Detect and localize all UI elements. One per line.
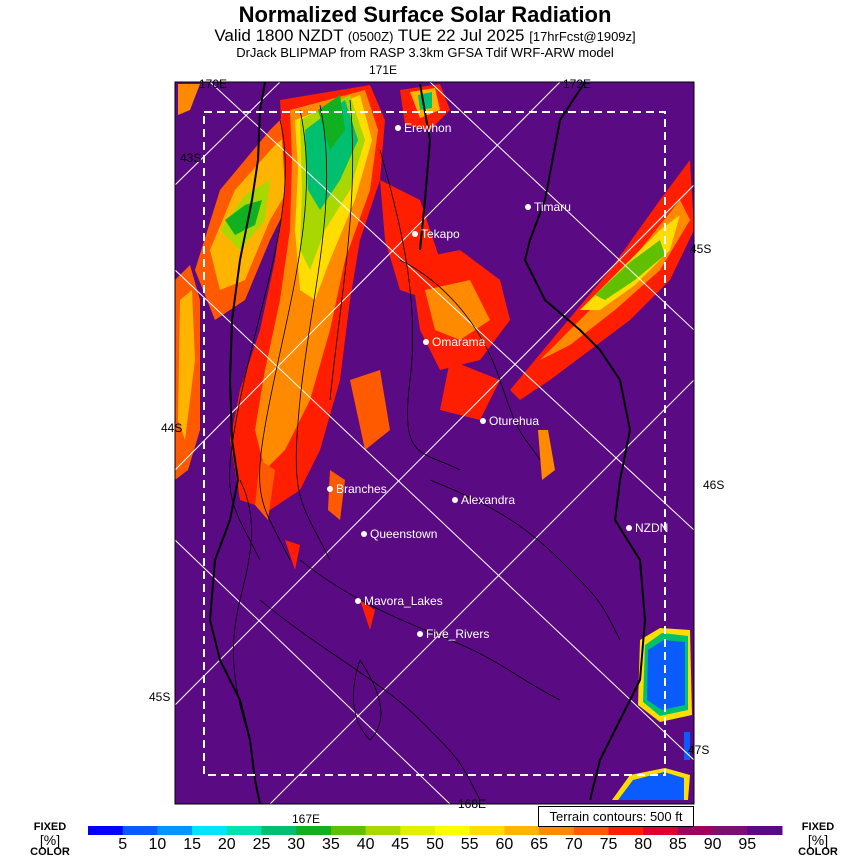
legend-swatch — [157, 826, 192, 835]
lat-label-right-45s: 45S — [690, 242, 712, 256]
city-label: Queenstown — [370, 527, 438, 541]
legend-tick-label: 25 — [252, 836, 271, 853]
city-dot — [355, 598, 361, 604]
legend-tick-label: 10 — [148, 836, 167, 853]
lat-label-left-43s: 43S — [180, 151, 202, 165]
city-dot — [327, 486, 333, 492]
legend-tick-label: 20 — [217, 836, 236, 853]
city-dot — [423, 339, 429, 345]
legend-tick-label: 90 — [703, 836, 722, 853]
city-label: Oturehua — [489, 414, 540, 428]
lon-label-top-172e: 172E — [563, 77, 592, 91]
terrain-contour-note: Terrain contours: 500 ft — [538, 806, 694, 827]
city-label: Mavora_Lakes — [364, 594, 443, 608]
city-label: Alexandra — [461, 493, 516, 507]
legend-tick-label: 65 — [530, 836, 548, 853]
city-label: Tekapo — [421, 227, 460, 241]
legend-swatch — [713, 826, 748, 835]
legend-tick-label: 80 — [634, 836, 653, 853]
city-label: Five_Rivers — [426, 627, 490, 641]
legend-tick-label: 85 — [668, 836, 687, 853]
legend-swatch — [504, 826, 539, 835]
lat-label-right-47s: 47S — [688, 743, 710, 757]
lon-label-top-171e: 171E — [369, 63, 398, 77]
forecast-info: [17hrFcst@1909z] — [529, 29, 636, 44]
city-dot — [480, 418, 486, 424]
legend-swatch — [678, 826, 713, 835]
legend-swatch — [574, 826, 609, 835]
legend-left-bottom: COLOR — [30, 846, 70, 858]
valid-time: Valid 1800 NZDT — [214, 26, 344, 45]
legend-swatch — [296, 826, 331, 835]
legend-tick-label: 55 — [460, 836, 479, 853]
legend-swatch — [262, 826, 297, 835]
map-title: Normalized Surface Solar Radiation — [238, 2, 612, 27]
legend-tick-label: 40 — [356, 836, 375, 853]
legend-swatch — [366, 826, 401, 835]
lon-label-bottom-168e: 168E — [458, 797, 487, 811]
legend-tick-label: 15 — [183, 836, 201, 853]
legend-swatch — [227, 826, 262, 835]
legend-swatch — [435, 826, 470, 835]
legend-tick-label: 75 — [599, 836, 618, 853]
legend-tick-label: 50 — [426, 836, 444, 853]
legend-left-top: FIXED — [33, 821, 67, 833]
city-label: Branches — [336, 482, 387, 496]
lat-label-left-44s: 44S — [161, 421, 183, 435]
valid-date: TUE 22 Jul 2025 — [397, 26, 525, 45]
lat-label-right-46s: 46S — [703, 478, 725, 492]
legend-swatch — [331, 826, 366, 835]
legend-right-label — [796, 822, 840, 858]
legend-swatch — [643, 826, 678, 835]
legend-tick-label: 45 — [391, 836, 410, 853]
model-description: DrJack BLIPMAP from RASP 3.3km GFSA Tdif WRF-ARW model — [236, 45, 614, 60]
legend-swatch — [470, 826, 505, 835]
legend-swatch — [192, 826, 227, 835]
legend-left-pct: [%] — [39, 832, 61, 848]
legend-left-label — [30, 822, 70, 858]
legend-right-top: FIXED — [801, 821, 835, 833]
city-dot — [395, 125, 401, 131]
city-label: Erewhon — [404, 121, 452, 135]
legend-right-bottom: COLOR — [798, 846, 838, 858]
city-dot — [452, 497, 458, 503]
city-dot — [412, 231, 418, 237]
legend-right-pct: [%] — [807, 832, 829, 848]
legend-swatch — [609, 826, 644, 835]
lat-label-left-45s: 45S — [149, 690, 171, 704]
legend-tick-label: 60 — [495, 836, 514, 853]
zulu-time: (0500Z) — [347, 29, 394, 44]
city-dot — [361, 531, 367, 537]
legend-swatch — [123, 826, 158, 835]
legend-tick-label: 35 — [321, 836, 340, 853]
legend-swatch — [539, 826, 574, 835]
legend-tick-label: 5 — [118, 836, 128, 853]
lon-label-bottom-167e: 167E — [292, 812, 321, 826]
legend-tick-label: 95 — [738, 836, 757, 853]
legend-swatch — [88, 826, 123, 835]
legend-tick-label: 70 — [564, 836, 583, 853]
city-label: Timaru — [534, 200, 571, 214]
city-dot — [626, 525, 632, 531]
lon-label-top-170e: 170E — [199, 77, 228, 91]
city-label: NZDN — [635, 521, 669, 535]
city-dot — [525, 204, 531, 210]
legend-swatch — [747, 826, 782, 835]
legend-swatch — [400, 826, 435, 835]
city-label: Omarama — [432, 335, 486, 349]
city-dot — [417, 631, 423, 637]
legend-tick-label: 30 — [287, 836, 306, 853]
color-legend-bar — [88, 826, 783, 835]
